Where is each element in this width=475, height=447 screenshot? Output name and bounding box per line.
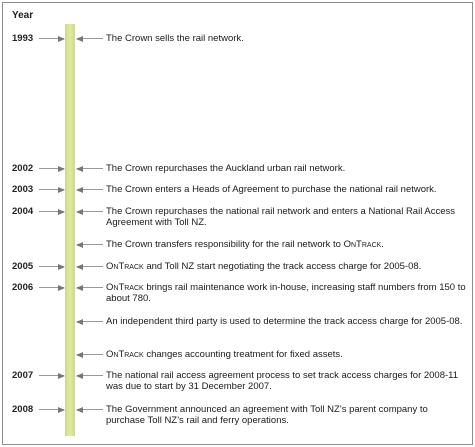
event-arrow-icon <box>77 244 103 245</box>
event-arrow-icon <box>77 189 103 190</box>
event-year: 1993 <box>12 33 34 44</box>
year-arrow-icon <box>39 287 64 288</box>
event-text: The Crown repurchases the national rail network and enters a National Rail Access Agreement with Toll NZ. <box>106 206 456 228</box>
year-arrow-icon <box>39 211 64 212</box>
event-arrow-icon <box>77 266 103 267</box>
event-text: OnTrack and Toll NZ start negotiating the track access charge for 2005-08. <box>106 261 422 272</box>
event-text: The Crown enters a Heads of Agreement to purchase the national rail network. <box>106 184 437 195</box>
ontrack-name: OnTrack <box>106 282 144 293</box>
event-text: The Government announced an agreement with Toll NZ’s parent company to purchase Toll NZ’s rail and ferry operations. <box>106 404 428 426</box>
year-column-heading: Year <box>12 10 34 21</box>
event-year: 2008 <box>12 404 34 415</box>
year-arrow-icon <box>39 409 64 410</box>
event-text: The national rail access agreement process to set track access charges for 2008-11 was due to start by 31 December 2007. <box>106 370 459 392</box>
event-text: OnTrack changes accounting treatment for fixed assets. <box>106 349 343 360</box>
year-arrow-icon <box>39 38 64 39</box>
ontrack-name: OnTrack <box>106 261 144 272</box>
event-year: 2003 <box>12 184 34 195</box>
ontrack-name: OnTrack <box>343 239 382 250</box>
timeline-bar <box>65 24 75 436</box>
event-arrow-icon <box>77 211 103 212</box>
event-arrow-icon <box>77 38 103 39</box>
event-arrow-icon <box>77 409 103 410</box>
event-year: 2007 <box>12 370 34 381</box>
event-text: The Crown sells the rail network. <box>106 33 244 44</box>
event-year: 2004 <box>12 206 34 217</box>
event-year: 2005 <box>12 261 34 272</box>
year-arrow-icon <box>39 266 64 267</box>
event-arrow-icon <box>77 375 103 376</box>
event-arrow-icon <box>77 287 103 288</box>
year-arrow-icon <box>39 375 64 376</box>
event-arrow-icon <box>77 354 103 355</box>
event-text: The Crown transfers responsibility for the rail network to OnTrack. <box>106 239 384 250</box>
ontrack-name: OnTrack <box>106 349 144 360</box>
event-text: An independent third party is used to determine the track access charge for 2005-08. <box>106 316 463 327</box>
event-arrow-icon <box>77 321 103 322</box>
year-arrow-icon <box>39 189 64 190</box>
event-arrow-icon <box>77 168 103 169</box>
event-text: OnTrack brings rail maintenance work in-house, increasing staff numbers from 150 to about 780. <box>106 282 466 304</box>
event-year: 2002 <box>12 163 34 174</box>
year-arrow-icon <box>39 168 64 169</box>
event-text: The Crown repurchases the Auckland urban rail network. <box>106 163 346 174</box>
event-year: 2006 <box>12 282 34 293</box>
